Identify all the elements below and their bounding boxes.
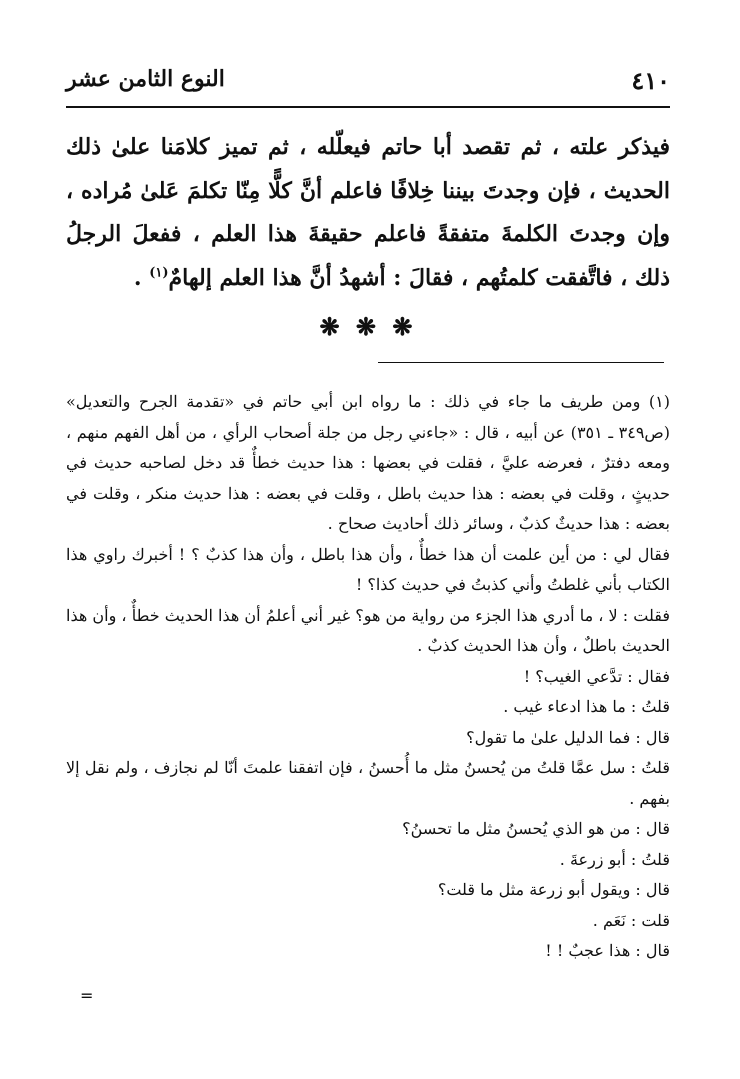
footnote-paragraph: فقال لي : من أين علمت أن هذا خطأٌ ، وأن هذا باطل ، وأن هذا كذبٌ ؟ ! أخبرك راوي هذا الكتاب بأني غلطتُ وأني كذبتُ في حديث كذا؟ ! [66, 544, 670, 594]
main-text [66, 126, 670, 300]
footnote-rule [378, 362, 664, 363]
main-paragraph-text: فيذكر علته ، ثم تقصد أبا حاتم فيعلّله ، ثم تميز كلامَنا علىٰ ذلك الحديث ، فإن وجدتَ بيننا خِلافًا فاعلم أنَّ كلًّا مِنّا تكلمَ عَلىٰ مُراده ، وإن وجدتَ الكلمةَ متفقةً فاعلم حقيقةَ هذا العلم ، ففعلَ الرجلُ ذلك ، فاتَّفقت كلمتُهم ، فقالَ : أشهدُ أنَّ هذا العلم إلهامٌ [66, 134, 670, 291]
footnote-paragraph: (١) ومن طريف ما جاء في ذلك : ما رواه ابن أبي حاتم في «تقدمة الجرح والتعديل» (ص٣٤٩ ـ ٣٥١) عن أبيه ، قال : «جاءني رجل من جلة أصحاب الرأي ، من أهل الفهم منهم ، ومعه دفترٌ ، فعرضه عليَّ ، فقلت في بعضها : هذا حديث خطأٌ قد دخل لصاحبه حديث في حديثٍ ، وقلت في بعضه : هذا حديث باطل ، وقلت في بعضه : هذا حديث منكر ، وقلت في بعضه : هذا حديثٌ كذبٌ ، وسائر ذلك أحاديث صحاح . [66, 392, 671, 533]
main-paragraph [66, 126, 670, 300]
footnote-paragraph: فقال : تدَّعي الغيب؟ ! [523, 666, 670, 686]
header-rule [66, 106, 670, 108]
page-number: ٤١٠ [631, 66, 670, 95]
footnote-paragraph: فقلت : لا ، ما أدري هذا الجزء من رواية من هو؟ غير أني أعلمُ أن هذا الحديث خطأٌ ، وأن هذا الحديث باطلٌ ، وأن هذا الحديث كذبٌ . [66, 605, 671, 655]
main-paragraph-end: . [133, 264, 150, 291]
footnote-paragraph: قال : فما الدليل علىٰ ما تقول؟ [466, 727, 670, 747]
footnote [66, 387, 670, 967]
footnote-paragraph: قال : هذا عجبٌ ! ! [545, 941, 670, 960]
footnote-paragraph: قال : من هو الذي يُحسنُ مثل ما تحسنُ؟ [402, 819, 670, 838]
footnote-paragraph: قلتُ : سل عمَّا قلتُ من يُحسنُ مثل ما أُحسنُ ، فإن اتفقنا علمتَ أنّا لم نجازف ، ولم نقل إلا بفهم . [66, 758, 671, 808]
footnote-reference: (١) [149, 265, 169, 281]
footnote-paragraph: قلت : نَعَم . [592, 910, 670, 930]
chapter-title: النوع الثامن عشر [66, 66, 225, 92]
running-header [66, 62, 670, 102]
continuation-mark: = [80, 986, 94, 1005]
footnote-paragraph: قال : ويقول أبو زرعة مثل ما قلت؟ [437, 880, 670, 899]
footnote-paragraph: قلتُ : أبو زرعةَ . [559, 849, 670, 869]
section-separator: ❋ ❋ ❋ [319, 312, 417, 341]
footnote-paragraph: قلتُ : ما هذا ادعاء غيب . [503, 697, 670, 716]
